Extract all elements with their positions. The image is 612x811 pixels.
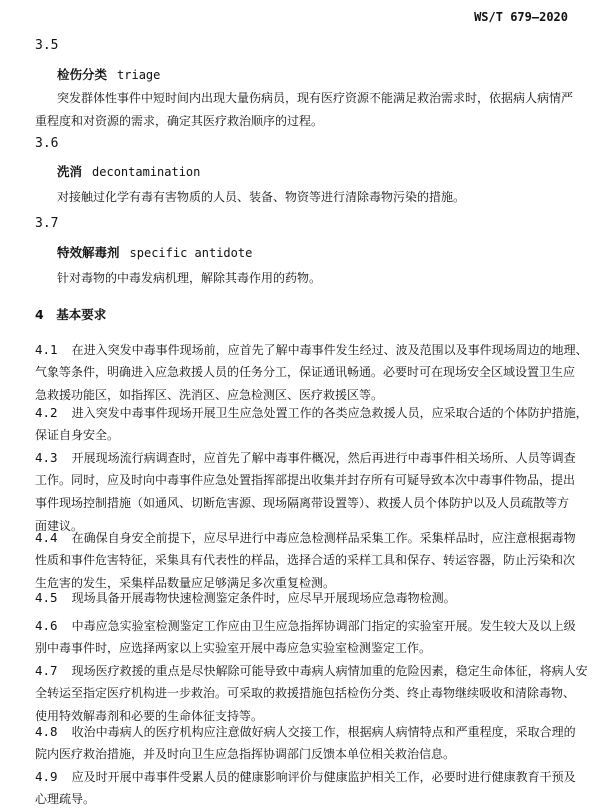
text-line: 4.9 应及时开展中毒事件受累人员的健康影响评价与健康监护相关工作，必要时进行健康教育干预及 bbox=[35, 769, 576, 784]
text-line: 4.3 开展现场流行病调查时，应首先了解中毒事件概况，然后再进行中毒事件相关场所、人员等调查 bbox=[35, 450, 576, 465]
definition-term bbox=[57, 162, 200, 180]
definition-text bbox=[35, 87, 574, 133]
definition-number: 3.7 bbox=[35, 216, 59, 231]
text-line: 针对毒物的中毒发病机理，解除其毒作用的药物。 bbox=[57, 271, 322, 285]
definition-number: 3.5 bbox=[35, 38, 59, 53]
clause bbox=[35, 401, 588, 447]
clause-number: 4.2 bbox=[35, 405, 58, 420]
text-line: 保证自身安全。 bbox=[35, 428, 120, 442]
clause bbox=[35, 614, 576, 660]
text-line: 4.7 现场医疗救援的重点是尽快解除可能导致中毒病人病情加重的危险因素，稳定生命体征，将病人安 bbox=[35, 663, 588, 678]
term-english: triage bbox=[117, 68, 161, 82]
clause-number: 4.7 bbox=[35, 663, 58, 678]
term-chinese: 检伤分类 bbox=[57, 67, 108, 82]
text-line: 对接触过化学有毒有害物质的人员、装备、物资等进行清除毒物污染的措施。 bbox=[57, 190, 466, 204]
text-line: 重程度和对资源的需求，确定其医疗救治顺序的过程。 bbox=[35, 114, 324, 128]
definition-text bbox=[35, 267, 567, 290]
text-line: 4.1 在进入突发中毒事件现场前，应首先了解中毒事件发生经过、波及范围以及事件现场周边的地理、 bbox=[35, 342, 588, 357]
section-heading: 4 基本要求 bbox=[35, 307, 107, 322]
text-line: 心理疏导。 bbox=[35, 792, 96, 806]
definition-term bbox=[57, 243, 252, 261]
term-english: decontamination bbox=[92, 165, 201, 179]
definition-term bbox=[57, 65, 160, 83]
clause-number: 4.4 bbox=[35, 530, 58, 545]
text-line: 4.6 中毒应急实验室检测鉴定工作应由卫生应急指挥协调部门指定的实验室开展。发生较大及以上级 bbox=[35, 618, 576, 633]
term-chinese: 特效解毒剂 bbox=[57, 245, 120, 260]
text-line: 4.2 进入突发中毒事件现场开展卫生应急处置工作的各类应急救援人员，应采取合适的个体防护措施， bbox=[35, 405, 588, 420]
text-line: 突发群体性事件中短时间内出现大量伤病员，现有医疗资源不能满足救治需求时，依据病人病情严 bbox=[57, 91, 574, 105]
text-line: 全转运至指定医疗机构进一步救治。可采取的救援措施包括检伤分类、终止毒物继续吸收和清除毒物、 bbox=[35, 686, 576, 700]
clause-number: 4.9 bbox=[35, 769, 58, 784]
clause bbox=[35, 659, 588, 728]
text-line: 气象等条件，明确进入应急救援人员的任务分工，保证通讯畅通。必要时可在现场安全区域设置卫生应 bbox=[35, 365, 576, 379]
clause bbox=[35, 720, 576, 766]
text-line: 急救援功能区，如指挥区、洗消区、应急检测区、医疗救援区等。 bbox=[35, 388, 384, 402]
text-line: 别中毒事件时，应选择两家以上实验室开展中毒应急实验室检测鉴定工作。 bbox=[35, 641, 432, 655]
text-line: 工作。同时，应及时向中毒事件应急处置指挥部提出收集并封存所有可疑导致本次中毒事件物品，提出 bbox=[35, 473, 576, 487]
text-line: 4.5 现场具备开展毒物快速检测鉴定条件时，应尽早开展现场应急毒物检测。 bbox=[35, 590, 456, 605]
definition-number: 3.6 bbox=[35, 136, 59, 151]
clause bbox=[35, 526, 576, 595]
clause-number: 4.5 bbox=[35, 590, 58, 605]
clause bbox=[35, 446, 576, 538]
clause-number: 4.3 bbox=[35, 450, 58, 465]
clause-number: 4.8 bbox=[35, 724, 58, 739]
term-english: specific antidote bbox=[129, 246, 253, 260]
text-line: 事件现场控制措施（如通风、切断危害源、现场隔离带设置等）、救援人员个体防护以及人员疏散等方 bbox=[35, 496, 570, 510]
text-line: 面建议。 bbox=[35, 519, 84, 533]
clause-number: 4.6 bbox=[35, 618, 58, 633]
term-chinese: 洗消 bbox=[57, 164, 83, 179]
document-number: WS/T 679—2020 bbox=[474, 10, 568, 24]
clause bbox=[35, 586, 567, 609]
text-line: 4.4 在确保自身安全前提下，应尽早进行中毒应急检测样品采集工作。采集样品时，应注意根据毒物 bbox=[35, 530, 576, 545]
definition-text bbox=[35, 186, 567, 209]
text-line: 使用特效解毒剂和必要的生命体征支持等。 bbox=[35, 709, 264, 723]
text-line: 院内医疗救治措施，并及时向卫生应急指挥协调部门反馈本单位相关救治信息。 bbox=[35, 747, 456, 761]
clause bbox=[35, 338, 588, 407]
text-line: 生危害的发生，采集样品数量应足够满足多次重复检测。 bbox=[35, 576, 336, 590]
text-line: 性质和事件危害特征，采集具有代表性的样品，选择合适的采样工具和保存、转运容器，防止污染和次 bbox=[35, 553, 576, 567]
text-line: 4.8 收治中毒病人的医疗机构应注意做好病人交接工作，根据病人病情特点和严重程度，采取合理的 bbox=[35, 724, 576, 739]
clause-number: 4.1 bbox=[35, 342, 58, 357]
clause bbox=[35, 765, 576, 811]
